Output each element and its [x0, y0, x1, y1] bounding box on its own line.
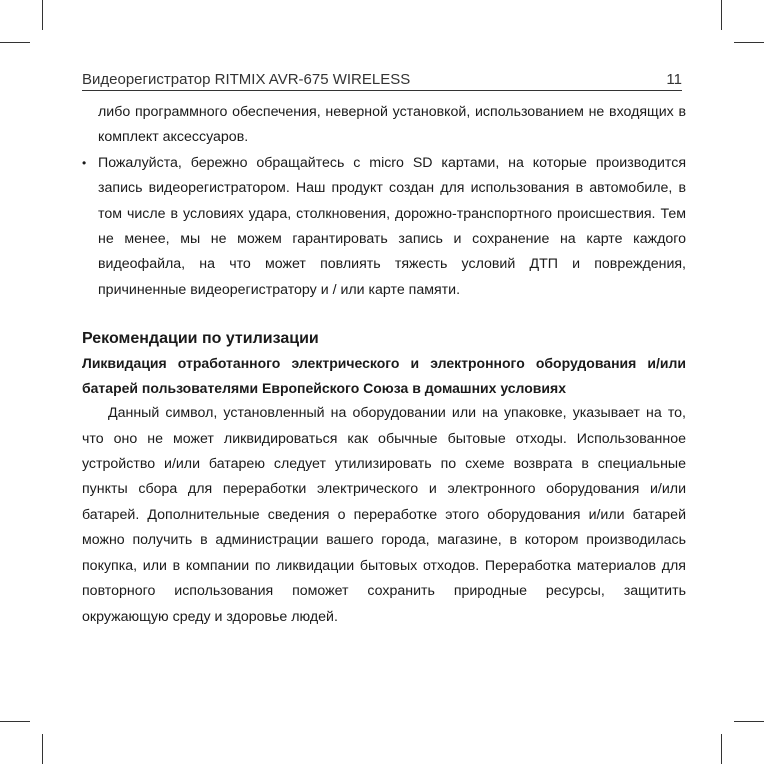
- crop-mark: [0, 42, 30, 43]
- crop-mark: [721, 734, 722, 764]
- bullet-text: Пожалуйста, бережно обращайтесь с micro SD картами, на которые производится запись видеорегистратором. Наш продукт создан для использования в автомобиле, в том числе в условиях удара, столкновения, дорожно-транспортного происшествия. Тем не менее, мы не можем гарантировать запись и сохранение на карте каждого видеофайла, на что может повлиять тяжесть условий ДТП и повреждения, причиненные видеорегистратору и / или карте памяти.: [98, 154, 686, 298]
- header-title: Видеорегистратор RITMIX AVR-675 WIRELESS: [82, 71, 411, 88]
- crop-mark: [42, 734, 43, 764]
- disposal-paragraph: Данный символ, установленный на оборудовании или на упаковке, указывает на то, что оно не может ликвидироваться как обычные бытовые отходы. Использованное устройство и/или батарею следует утилизировать по схеме возврата в специальные пункты сбора для переработки электрического и электронного оборудования и/или батарей. Дополнительные сведения о переработке этого оборудования и/или батарей можно получить в администрации вашего города, магазине, в котором производилась покупка, или в компании по ликвидации бытовых отходов. Переработка материалов для повторного использования поможет сохранить природные ресурсы, защитить окружающую среду и здоровье людей.: [82, 405, 686, 625]
- section-title: Рекомендации по утилизации: [82, 330, 319, 348]
- section-subheading: Ликвидация отработанного электрического и электронного оборудования и/или батарей пользователями Европейского Союза в домашних условиях: [82, 355, 686, 397]
- page-number: 11: [666, 71, 682, 88]
- list-item: [82, 151, 686, 303]
- crop-mark: [734, 42, 764, 43]
- crop-mark: [42, 0, 43, 30]
- crop-mark: [734, 721, 764, 722]
- continuation-text: либо программного обеспечения, неверной установкой, использованием не входящих в комплект аксессуаров.: [98, 104, 686, 146]
- crop-mark: [0, 721, 30, 722]
- page-content: [82, 100, 686, 630]
- page-header: [82, 64, 682, 91]
- bullet-icon: •: [82, 155, 87, 170]
- crop-mark: [721, 0, 722, 30]
